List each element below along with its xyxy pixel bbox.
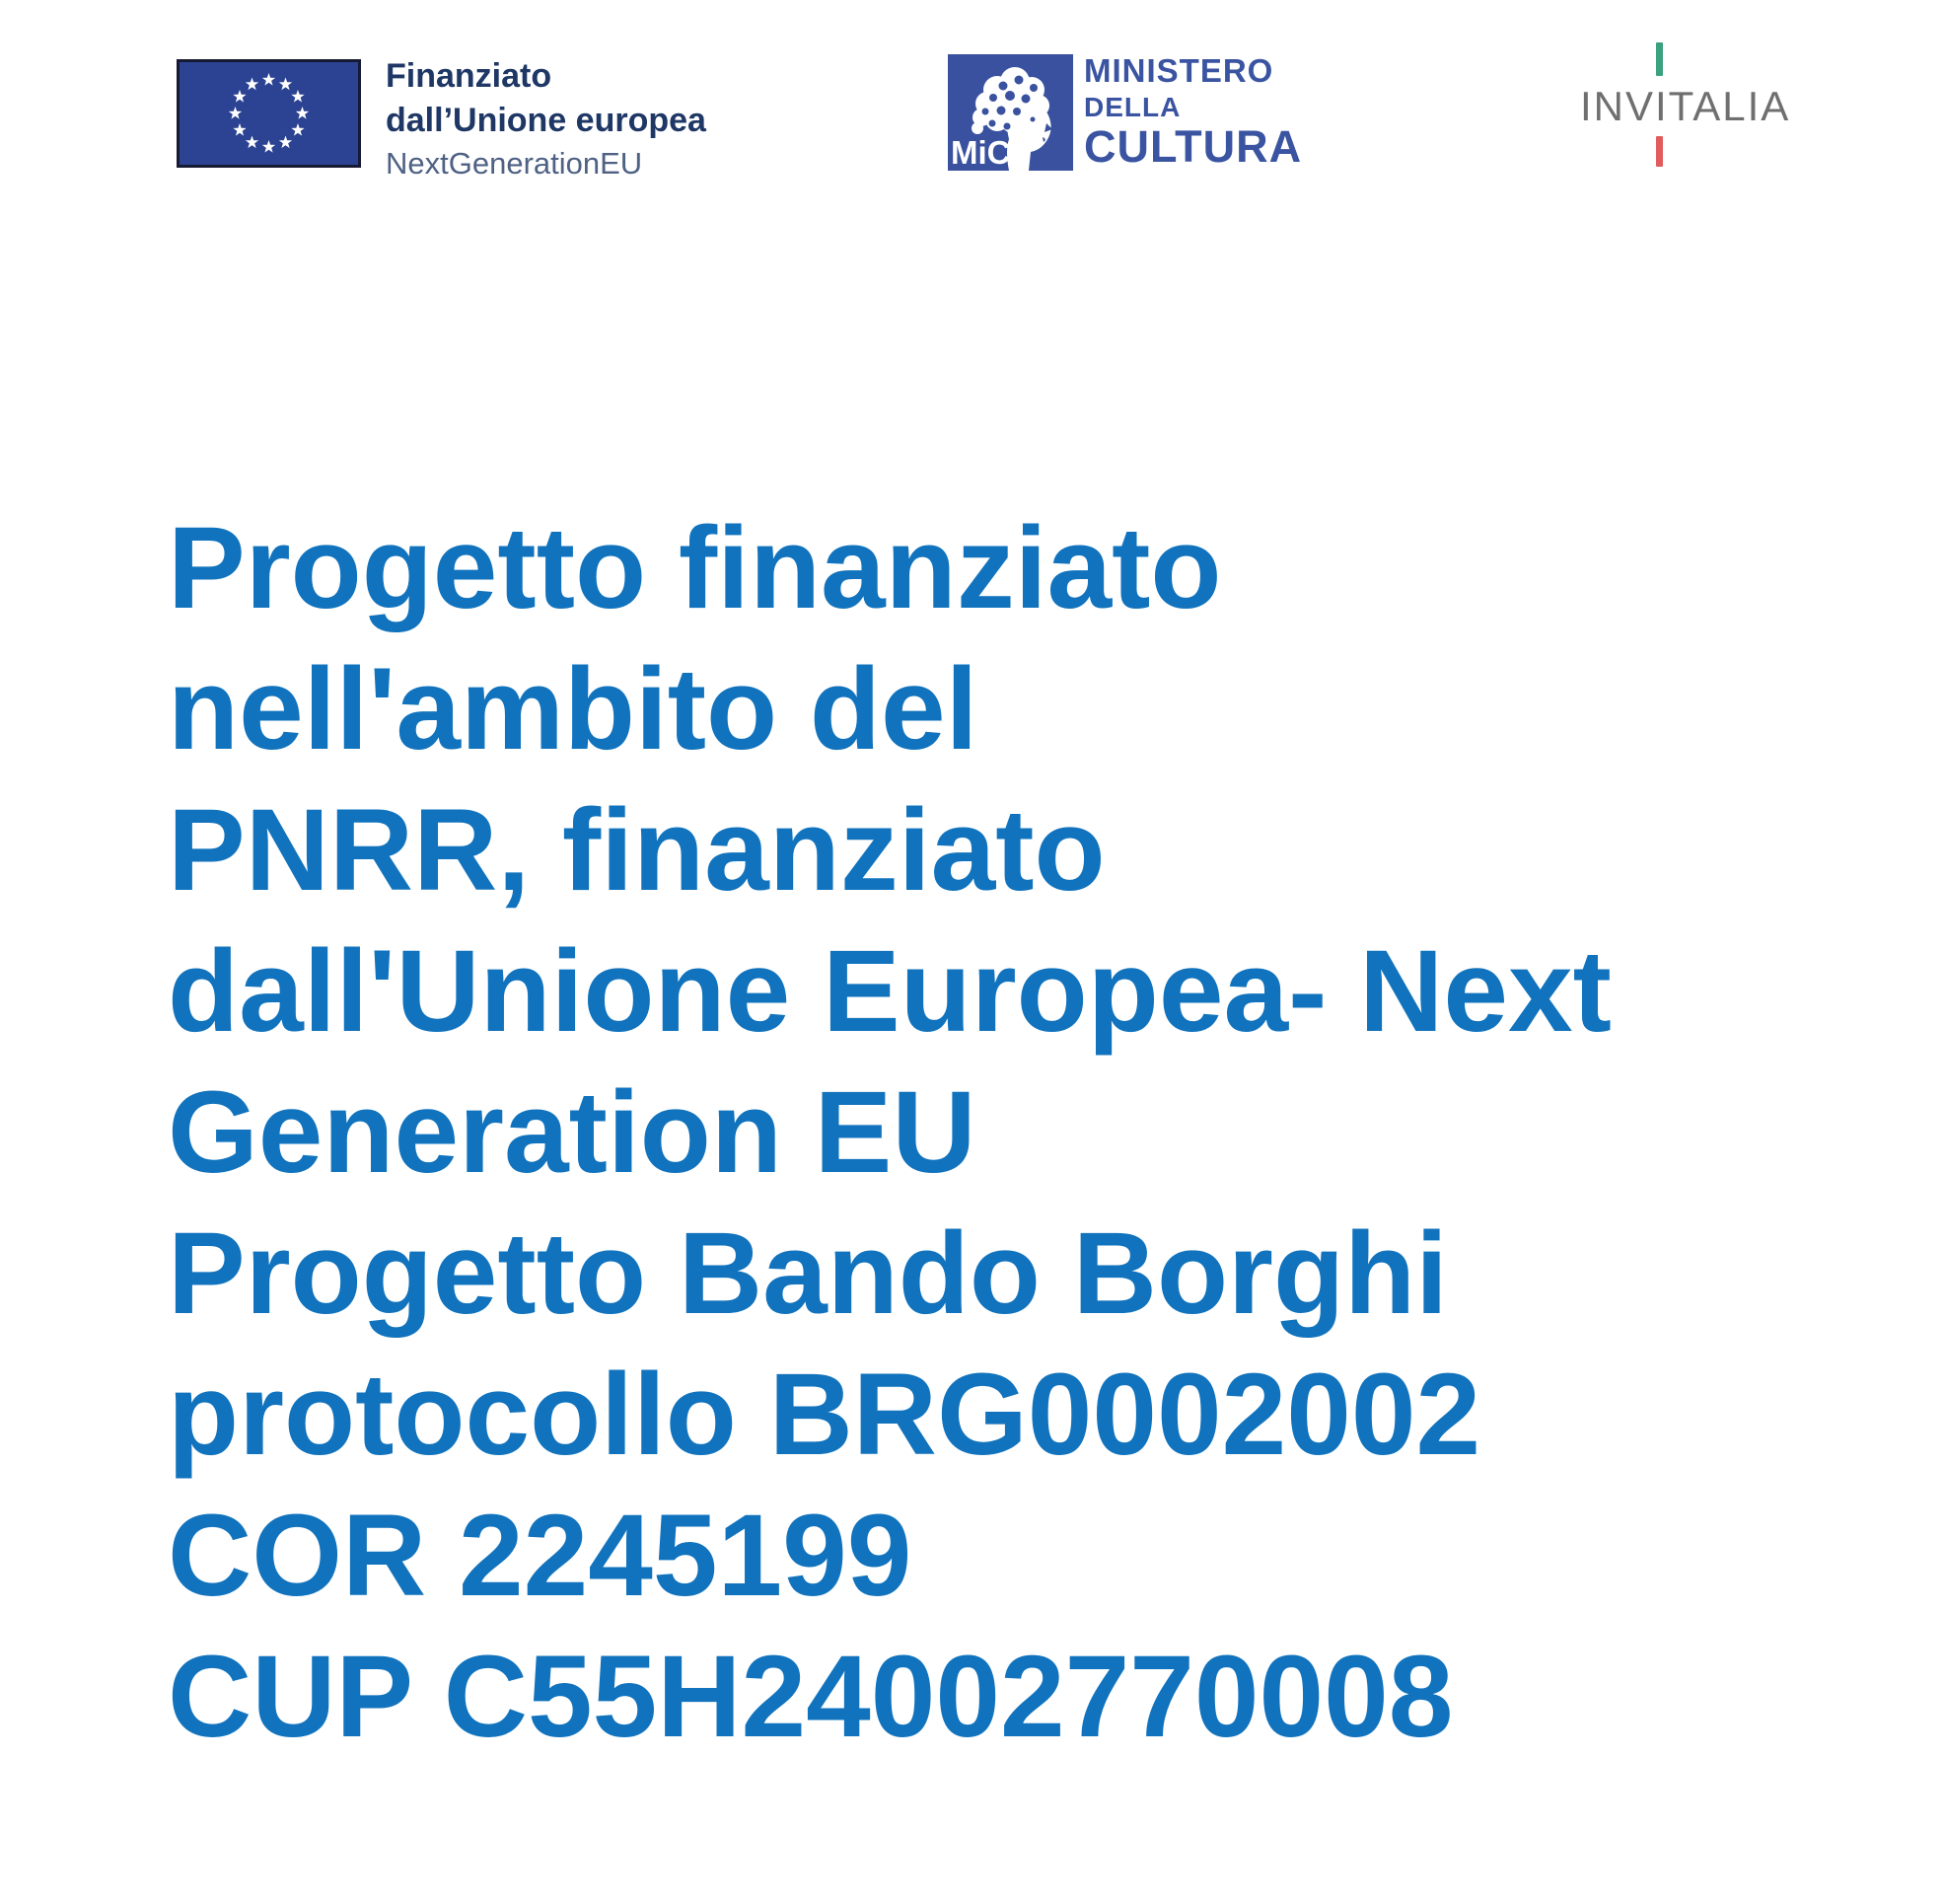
main-text-line-1: Progetto finanziato (168, 503, 1222, 633)
ministry-culture-logo (948, 54, 1302, 171)
eu-flag-icon (177, 59, 361, 168)
main-text-line-4: dall'Unione Europea- Next (168, 926, 1612, 1057)
mic-logo-line2: DELLA (1084, 92, 1182, 122)
main-text-line-9: CUP C55H24002770008 (168, 1632, 1454, 1762)
invitalia-red-dash-icon (1656, 136, 1663, 167)
mic-logo-line3: CULTURA (1084, 121, 1303, 172)
invitalia-logo (1580, 42, 1791, 171)
eu-logo-line2: dall’Unione europea (386, 102, 706, 139)
main-text-line-7: protocollo BRG0002002 (168, 1350, 1481, 1480)
invitalia-label: INVITALIA (1580, 83, 1791, 129)
mic-logo-line1: MINISTERO (1084, 52, 1274, 89)
eu-funding-logo (177, 54, 706, 184)
mic-emblem-icon (948, 54, 1073, 171)
eu-logo-line1: Finanziato (386, 57, 552, 95)
main-text-line-8: COR 2245199 (168, 1491, 912, 1621)
main-text-line-5: Generation EU (168, 1067, 976, 1198)
invitalia-green-dash-icon (1656, 42, 1663, 76)
eu-logo-text (386, 54, 706, 184)
mic-emblem-label: MiC (951, 134, 1011, 171)
main-text-line-6: Progetto Bando Borghi (168, 1208, 1448, 1339)
main-text-block (168, 498, 1612, 1768)
mic-logo-text (1084, 51, 1302, 170)
eu-logo-line3: NextGenerationEU (386, 146, 643, 181)
main-text-line-2: nell'ambito del (168, 644, 978, 774)
main-text-line-3: PNRR, finanziato (168, 785, 1106, 915)
